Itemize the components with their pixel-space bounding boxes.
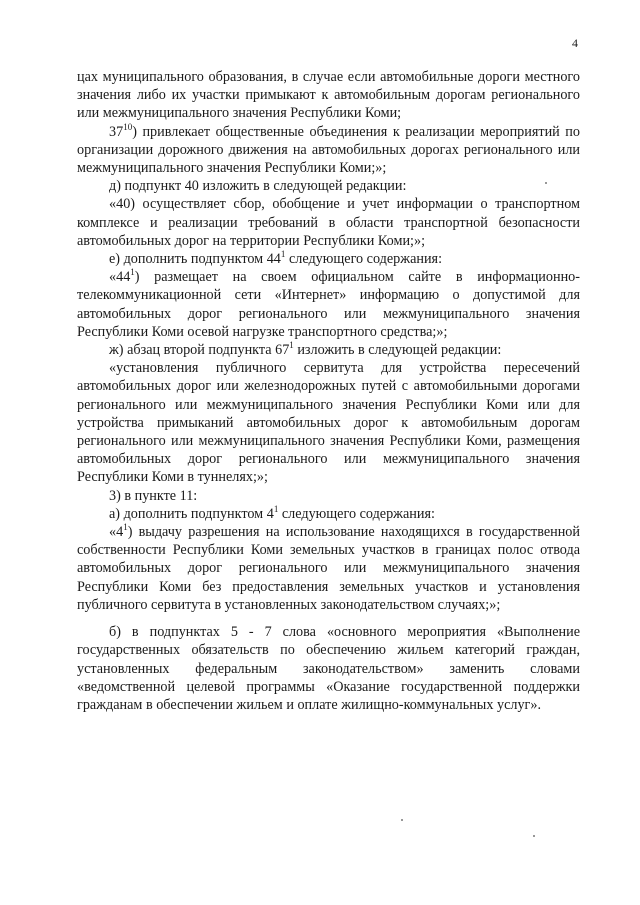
paragraph: ж) абзац второй подпункта $67^1$ изложить в следующей редакции:: [109, 340, 502, 359]
scan-speck: [401, 819, 403, 821]
paragraph: «установления публичного сервитута для устройства пересечений автомобильных дорог или железнодорожных путей с автомобильными дорогами регионального или межмуниципального значения Республики Коми или для устройства примыканий автомобильных дорог к автомобильным дорогам регионального или межмуниципального значения Республики Коми, размещения автомобильных дорог регионального или межмуниципального значения Республики Коми в туннелях;»;: [77, 360, 580, 486]
document-body: [77, 68, 580, 714]
paragraph: $37^{10}$) привлекает общественные объединения к реализации мероприятий по организации дорожного движения на автомобильных дорогах регионального или межмуниципального значения Республики Коми;»;: [77, 121, 580, 177]
paragraph: цах муниципального образования, в случае если автомобильные дороги местного значения либо их участки примыкают к автомобильным дорогам регионального или межмуниципального значения Республики Коми;: [77, 69, 580, 122]
paragraph: 3) в пункте 11:: [109, 487, 198, 504]
paragraph: д) подпункт 40 изложить в следующей редакции:: [109, 178, 407, 195]
paragraph: «$4^1$) выдачу разрешения на использование находящихся в государственной собственности Республики Коми земельных участков в границах полос отвода автомобильных дорог регионального или межмуниципального значения Республики Коми без предоставления земельных участков и установления публичного сервитута в установленных законодательством случаях;»;: [77, 522, 580, 613]
paragraph: «40) осуществляет сбор, обобщение и учет информации о транспортном комплексе и реализации требований в области транспортной безопасности автомобильных дорог на территории Республики Коми;»;: [77, 196, 580, 249]
paragraph: «$44^1$) размещает на своем официальном сайте в информационно-телекоммуникационной сети «Интернет» информацию о допустимой для автомобильных дорог регионального или межмуниципального значения Республики Коми осевой нагрузке транспортного средства;»;: [77, 267, 580, 340]
paragraph: е) дополнить подпунктом $44^1$ следующего содержания:: [109, 249, 443, 268]
paragraph: б) в подпунктах 5 - 7 слова «основного мероприятия «Выполнение государственных обязательств по обеспечению жильем категорий граждан, установленных федеральным законодательством» заменить словами «ведомственной целевой программы «Оказание государственной поддержки гражданам в обеспечении жильем и оплате жилищно-коммунальных услуг».: [77, 624, 580, 713]
page-number: 4: [572, 36, 578, 50]
paragraph: а) дополнить подпунктом $4^1$ следующего содержания:: [109, 503, 435, 522]
scan-speck: [545, 182, 547, 184]
scan-speck: [533, 835, 535, 837]
